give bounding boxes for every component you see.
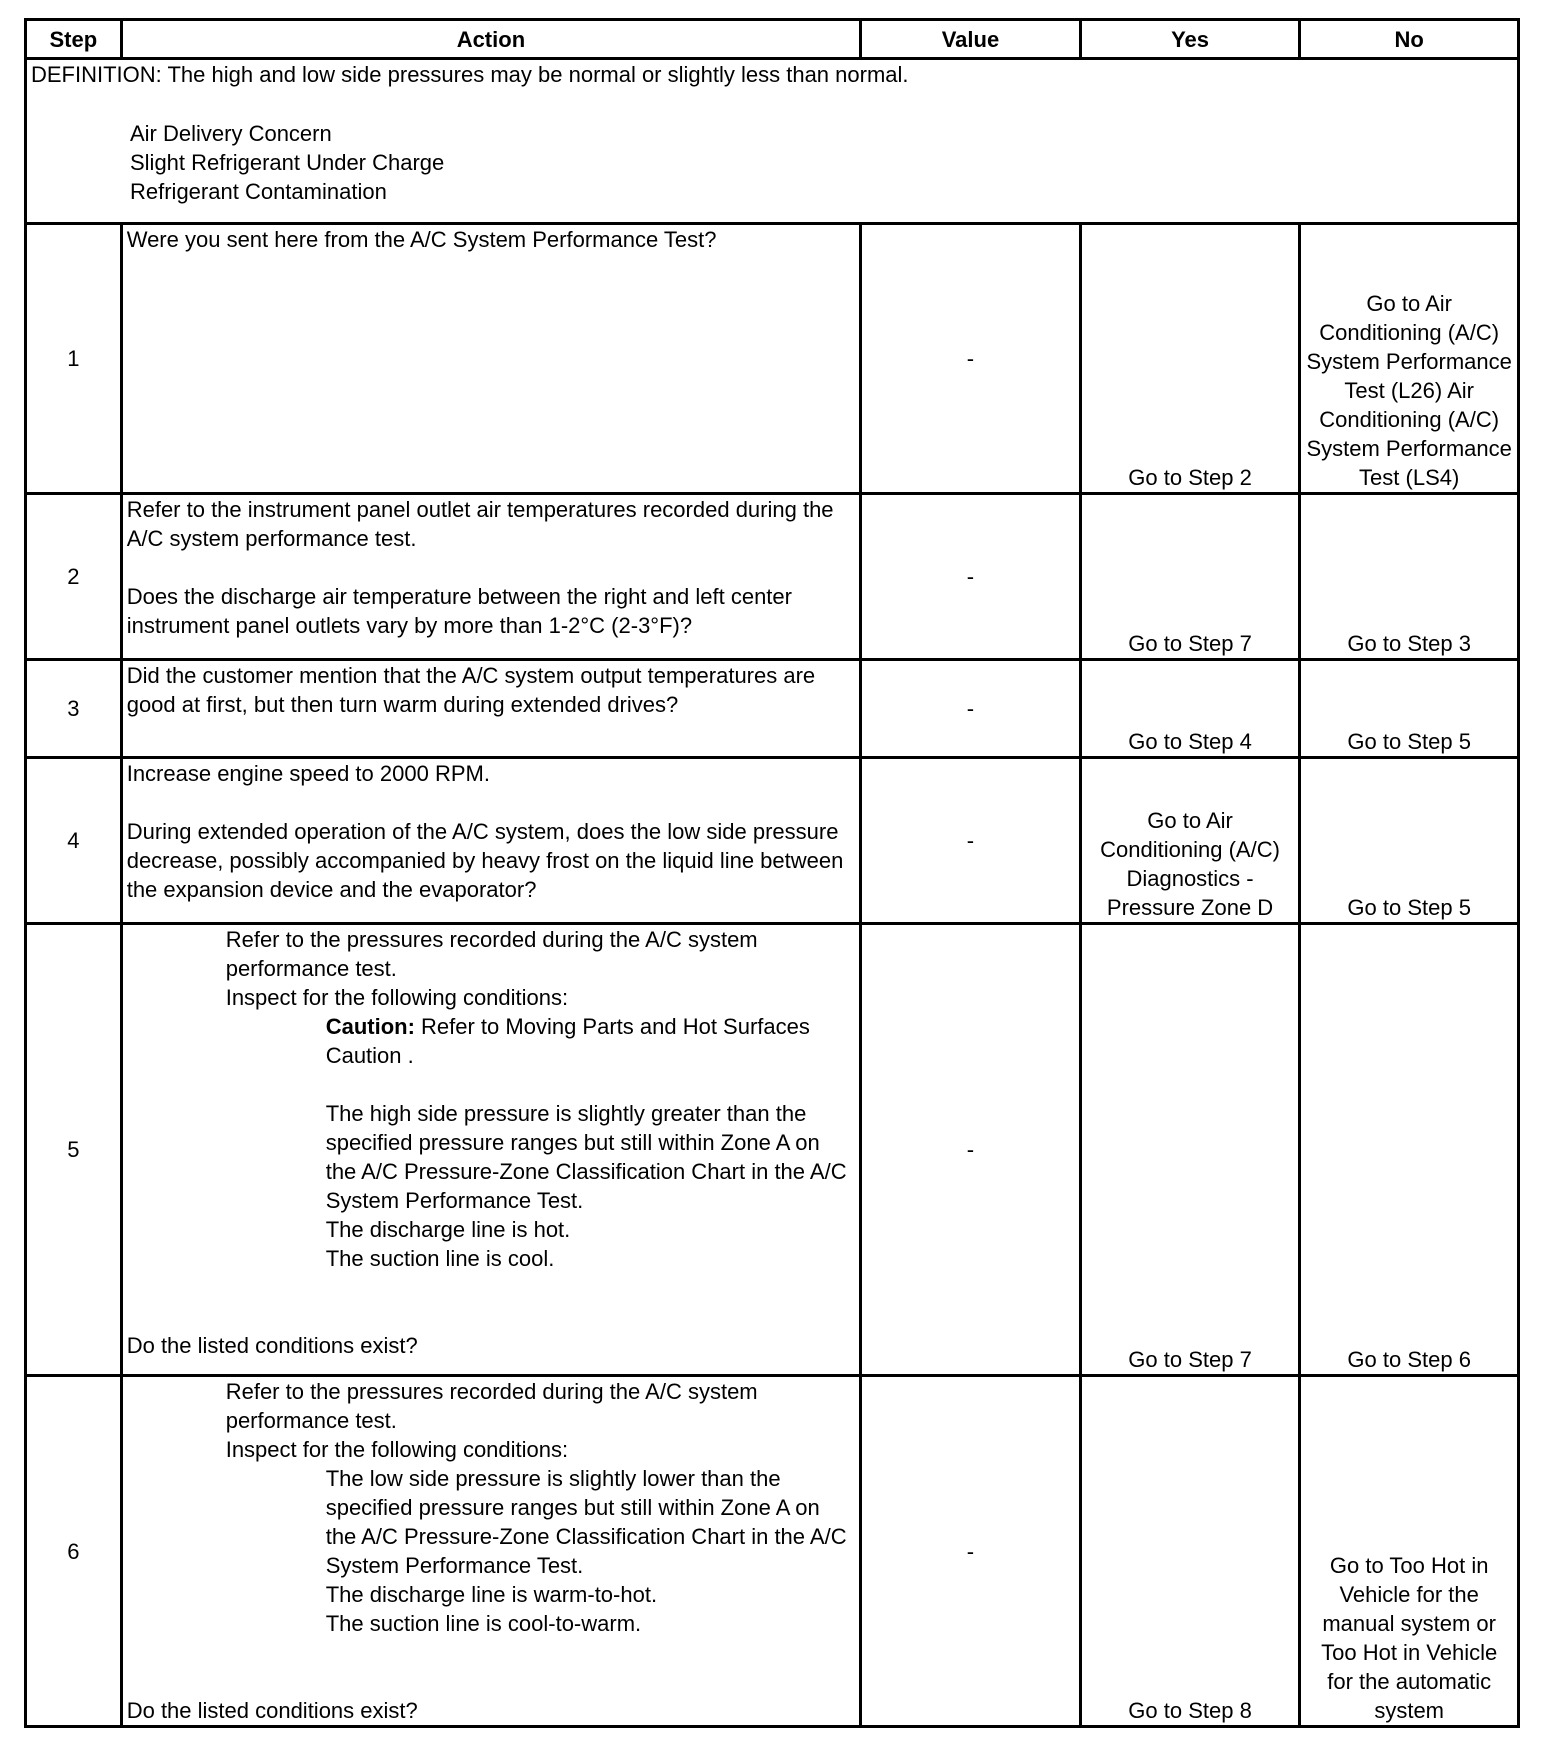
- action-inspect: Inspect for the following conditions:: [225, 985, 569, 1010]
- table-row: [26, 224, 1519, 494]
- action-question: During extended operation of the A/C system, does the low side pressure decrease, possibly accompanied by heavy frost on the liquid line between the expansion device and the evaporator?: [126, 819, 844, 902]
- no-cell: Go to Step 5: [1300, 660, 1519, 758]
- action-cell: [121, 494, 860, 660]
- condition-item: The suction line is cool.: [325, 1246, 555, 1271]
- action-inspect: Inspect for the following conditions:: [225, 1437, 569, 1462]
- definition-list: [130, 119, 1513, 206]
- action-refer: Refer to the pressures recorded during the A/C system performance test.: [225, 927, 758, 981]
- yes-cell: Go to Step 8: [1080, 1376, 1300, 1727]
- action-cell: [121, 224, 860, 494]
- action-refer: Refer to the pressures recorded during the A/C system performance test.: [225, 1379, 758, 1433]
- action-cell: [121, 924, 860, 1376]
- value-cell: -: [861, 494, 1081, 660]
- condition-item: The discharge line is hot.: [325, 1217, 571, 1242]
- table-row: [26, 924, 1519, 1376]
- value-cell: -: [861, 224, 1081, 494]
- definition-item: Refrigerant Contamination: [130, 179, 387, 204]
- header-value: Value: [861, 20, 1081, 59]
- definition-text: DEFINITION: The high and low side pressures may be normal or slightly less than normal.: [31, 62, 909, 87]
- condition-item: The high side pressure is slightly greater than the specified pressure ranges but still within Zone A on the A/C Pressure-Zone Classification Chart in the A/C System Performance Test.: [325, 1101, 847, 1213]
- no-cell: Go to Step 6: [1300, 924, 1519, 1376]
- value-cell: -: [861, 660, 1081, 758]
- yes-cell: Go to Step 7: [1080, 924, 1300, 1376]
- yes-cell: Go to Step 4: [1080, 660, 1300, 758]
- step-number: 3: [26, 660, 122, 758]
- header-yes: Yes: [1080, 20, 1300, 59]
- action-question: Were you sent here from the A/C System Performance Test?: [126, 227, 717, 252]
- condition-item: The suction line is cool-to-warm.: [325, 1611, 642, 1636]
- condition-item: The discharge line is warm-to-hot.: [325, 1582, 658, 1607]
- step-number: 2: [26, 494, 122, 660]
- definition-row: [26, 59, 1519, 224]
- table-row: [26, 494, 1519, 660]
- value-cell: -: [861, 1376, 1081, 1727]
- action-question: Do the listed conditions exist?: [126, 1333, 418, 1358]
- value-cell: -: [861, 924, 1081, 1376]
- table-row: [26, 758, 1519, 924]
- no-cell: Go to Air Conditioning (A/C) System Performance Test (L26) Air Conditioning (A/C) System Performance Test (LS4): [1300, 224, 1519, 494]
- header-no: No: [1300, 20, 1519, 59]
- table-row: [26, 1376, 1519, 1727]
- step-number: 4: [26, 758, 122, 924]
- step-number: 5: [26, 924, 122, 1376]
- yes-cell: Go to Air Conditioning (A/C) Diagnostics - Pressure Zone D: [1080, 758, 1300, 924]
- action-cell: [121, 1376, 860, 1727]
- action-question: Did the customer mention that the A/C system output temperatures are good at first, but then turn warm during extended drives?: [126, 663, 816, 717]
- action-question: Do the listed conditions exist?: [126, 1698, 418, 1723]
- yes-cell: Go to Step 2: [1080, 224, 1300, 494]
- caution-label: Caution:: [325, 1014, 415, 1039]
- no-cell: Go to Step 3: [1300, 494, 1519, 660]
- header-action: Action: [121, 20, 860, 59]
- action-cell: [121, 758, 860, 924]
- action-cell: [121, 660, 860, 758]
- caution-note: [326, 1012, 855, 1070]
- table-row: [26, 660, 1519, 758]
- yes-cell: Go to Step 7: [1080, 494, 1300, 660]
- header-row: [26, 20, 1519, 59]
- caution-text: Refer to Moving Parts and Hot Surfaces Caution .: [325, 1014, 810, 1068]
- no-cell: Go to Step 5: [1300, 758, 1519, 924]
- definition-item: Air Delivery Concern: [130, 121, 332, 146]
- condition-item: The low side pressure is slightly lower than the specified pressure ranges but still within Zone A on the A/C Pressure-Zone Classification Chart in the A/C System Performance Test.: [325, 1466, 847, 1578]
- action-intro: Increase engine speed to 2000 RPM.: [126, 761, 490, 786]
- step-number: 1: [26, 224, 122, 494]
- no-cell: Go to Too Hot in Vehicle for the manual system or Too Hot in Vehicle for the automatic system: [1300, 1376, 1519, 1727]
- value-cell: -: [861, 758, 1081, 924]
- definition-cell: [26, 59, 1519, 224]
- action-question: Does the discharge air temperature between the right and left center instrument panel outlets vary by more than 1-2°C (2-3°F)?: [126, 584, 792, 638]
- diagnostic-table: [24, 18, 1520, 1728]
- action-intro: Refer to the instrument panel outlet air temperatures recorded during the A/C system performance test.: [126, 497, 834, 551]
- header-step: Step: [26, 20, 122, 59]
- step-number: 6: [26, 1376, 122, 1727]
- definition-item: Slight Refrigerant Under Charge: [130, 150, 445, 175]
